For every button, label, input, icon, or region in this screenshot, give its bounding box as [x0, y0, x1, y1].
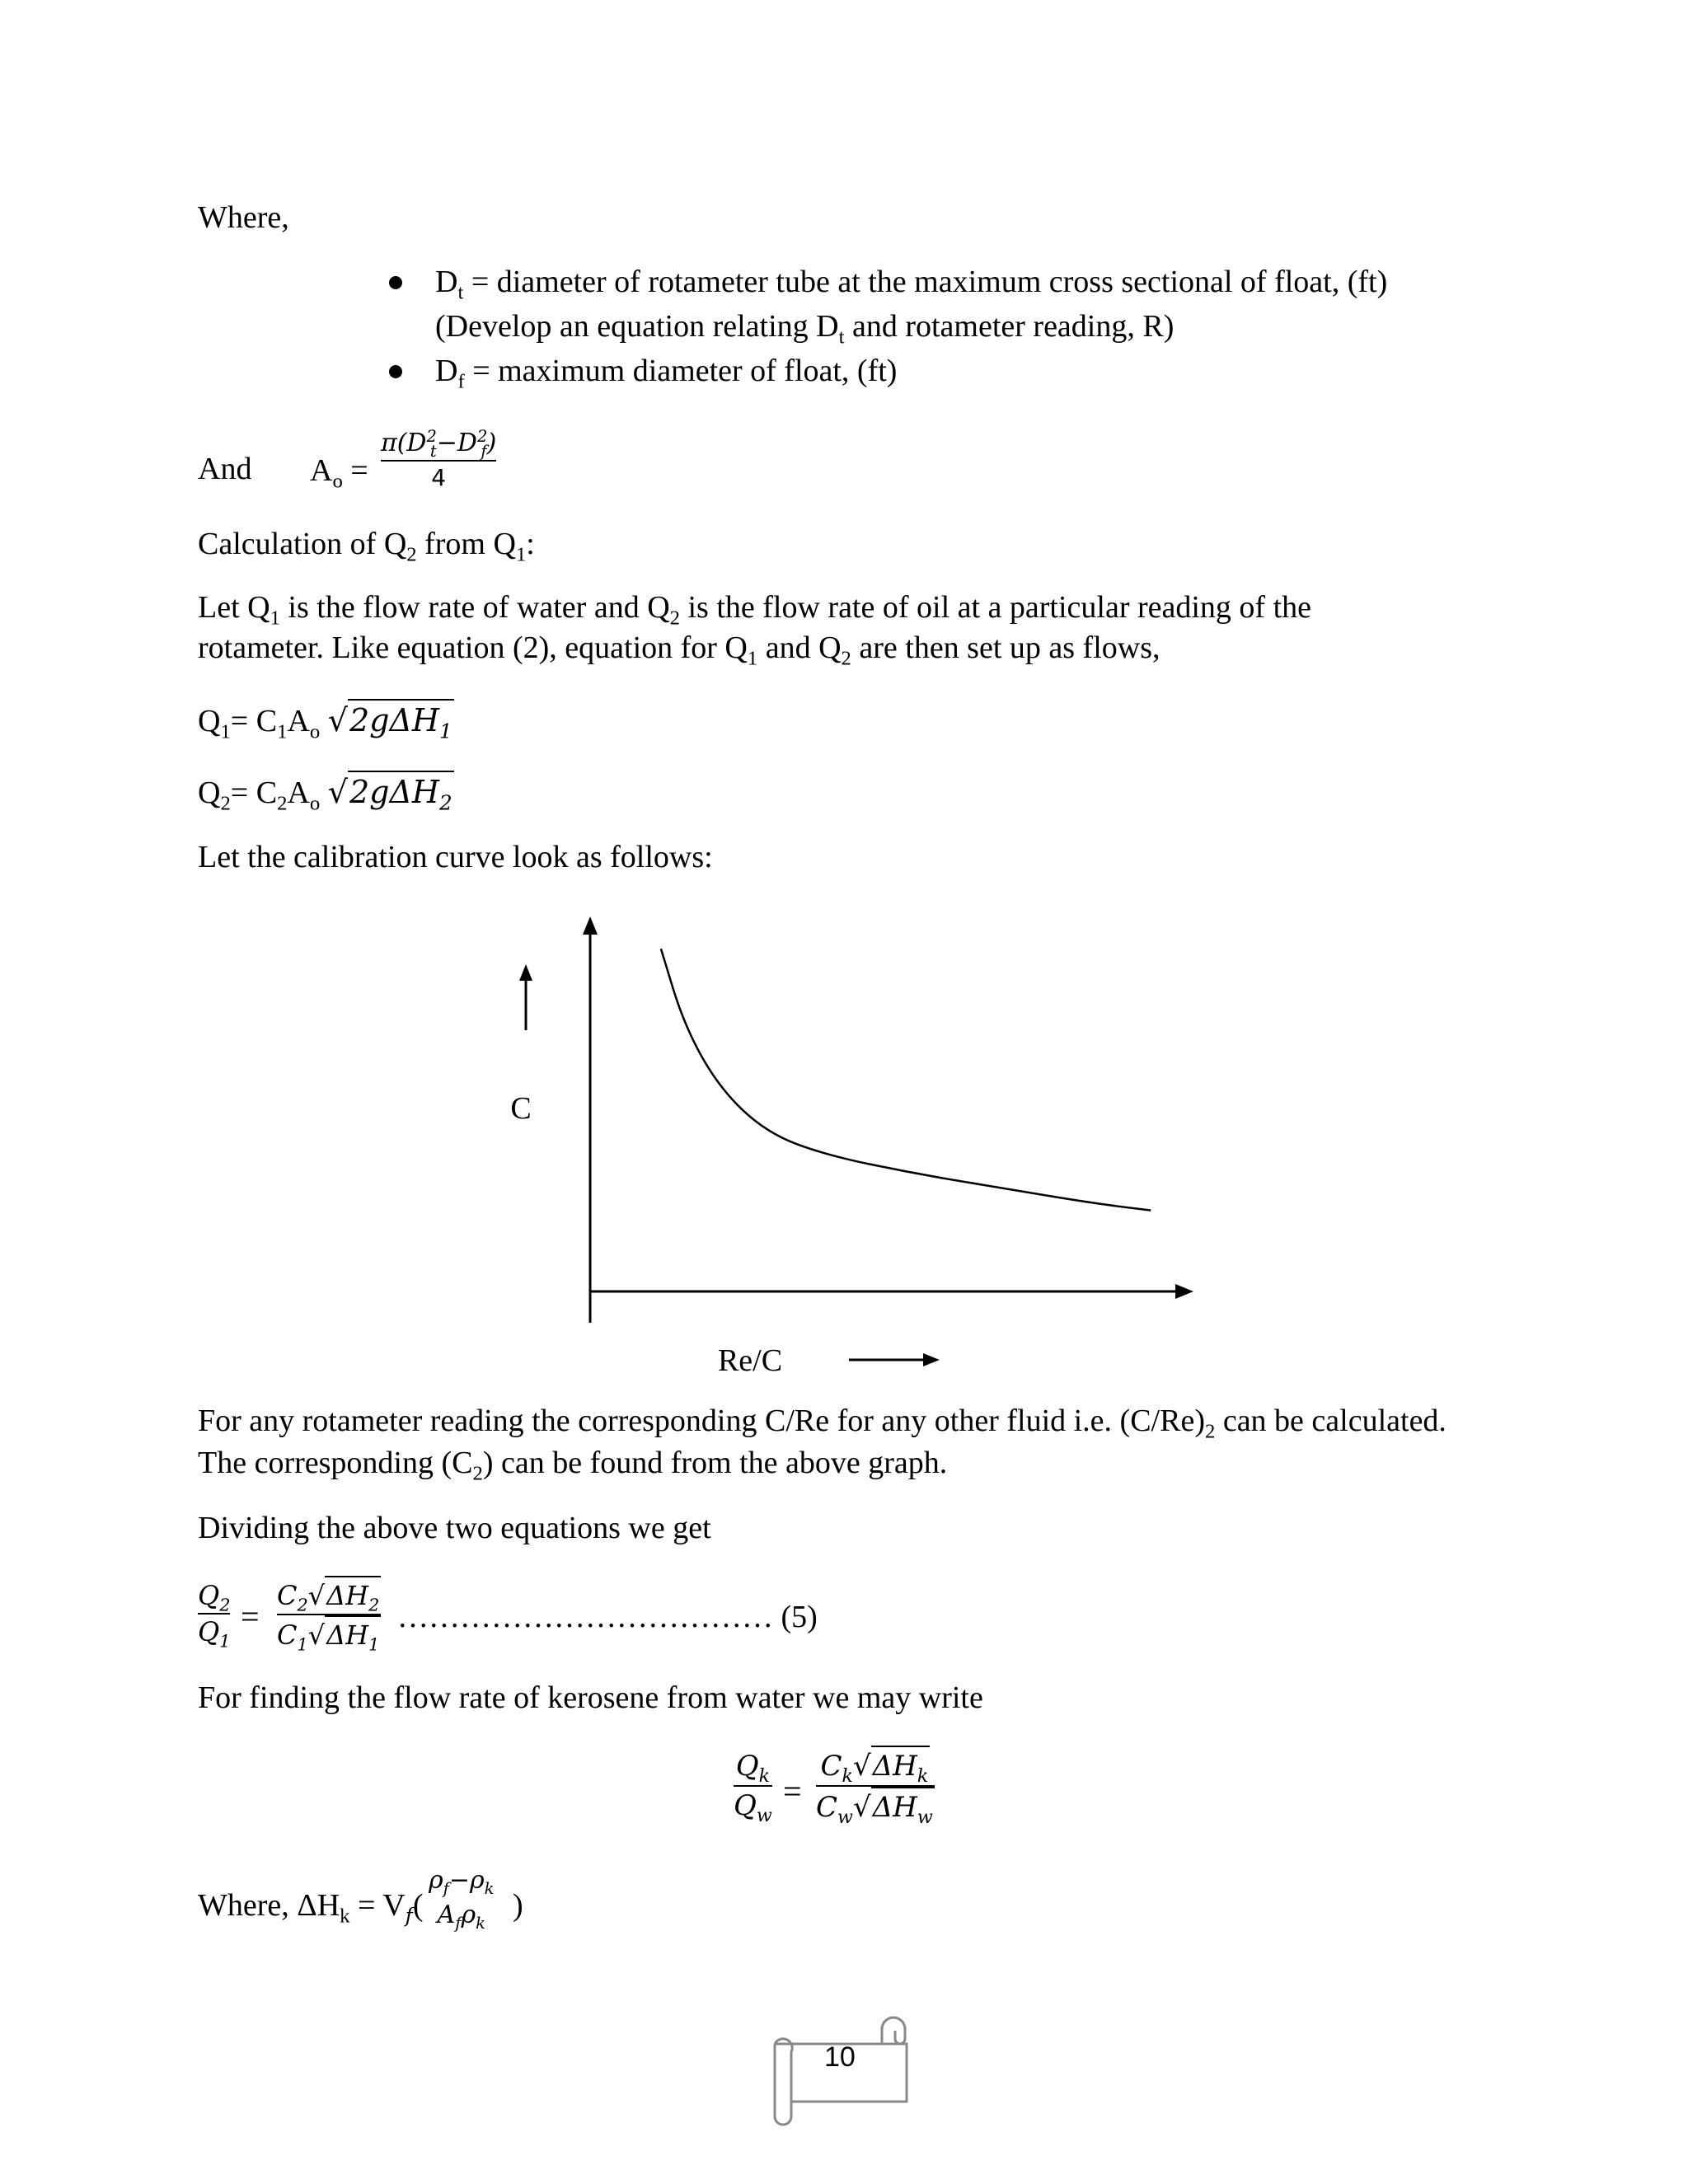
series-layer: [661, 949, 1151, 1210]
eq5-dots-number: ……………………………… (5): [397, 1600, 818, 1634]
bullet-df-line: $D_f$ = maximum diameter of float, (ft): [435, 354, 898, 393]
paragraph1-line1: Let $Q_1$ is the flow rate of water and $Q_2$ is the flow rate of oil at a particular reading of the: [198, 590, 1312, 630]
kerosene-left-fraction: $Q_k$ $Q_w$: [734, 1750, 772, 1826]
final-where-paren: ): [513, 1888, 523, 1923]
xlabel-arrowhead: [923, 1353, 940, 1366]
section-heading: Calculation of $Q_2$ from $Q_1$:: [198, 527, 535, 566]
ylabel-arrowhead: [519, 964, 532, 981]
eq5-equals: =: [241, 1598, 260, 1635]
paragraph2-line2: The corresponding $(C_2)$ can be found from the above graph.: [198, 1446, 948, 1485]
paragraph2-line1: For any rotameter reading the corresponding C/Re for any other fluid i.e. $(C/Re)_2$ can be calculated.: [198, 1404, 1447, 1443]
q2-equation: $Q_2= C_2A_o$ √2gΔH$_2$: [198, 771, 454, 813]
eq5-right-fraction: $C_2√\Delta H_2$ $C_1√\Delta H_1$: [277, 1576, 381, 1653]
page-number: 10: [824, 2041, 856, 2073]
q1-equation: $Q_1= C_1A_o$ √2gΔH$_1$: [198, 699, 454, 741]
ao-numerator: $\pi(D^2_t-D^2_f)$: [381, 427, 497, 461]
eq5-left-fraction: $Q_2$ $Q_1$: [198, 1580, 231, 1652]
xlabel-text: Re/C: [717, 1343, 783, 1378]
ao-denominator: 4: [431, 464, 447, 491]
x-axis-arrowhead: [1175, 1284, 1193, 1299]
final-where: Where, $\Delta H_k = V_f$(: [198, 1888, 424, 1928]
kerosene-equals: =: [783, 1773, 802, 1810]
calibration-intro: Let the calibration curve look as follows:: [198, 840, 713, 874]
ao-symbol: $A_o$ =: [310, 453, 368, 493]
paragraph1-line2: rotameter. Like equation (2), equation for $Q_1$ and $Q_2$ are then set up as flows,: [198, 630, 1160, 670]
delta-hk-fraction: $\rho_f-\rho_k$ $A_f\rho_k$: [429, 1866, 495, 1933]
bullet-dt-line2: (Develop an equation relating $D_t$ and rotameter reading, R): [435, 309, 1175, 349]
and-label: And: [198, 452, 252, 486]
ylabel-text: C: [510, 1091, 532, 1126]
kerosene-text: For finding the flow rate of kerosene from water we may write: [198, 1680, 983, 1715]
bullet-dt-line1: $D_t$ = diameter of rotameter tube at the maximum cross sectional of float, (ft): [435, 265, 1388, 304]
y-axis-arrowhead: [583, 916, 598, 935]
dividing-text: Dividing the above two equations we get: [198, 1511, 711, 1545]
where-heading: Where,: [198, 200, 289, 235]
kerosene-right-fraction: $C_k√\Delta H_k$ $C_w√\Delta H_w$: [816, 1746, 935, 1826]
calibration-curve-series-0: [661, 949, 1151, 1210]
